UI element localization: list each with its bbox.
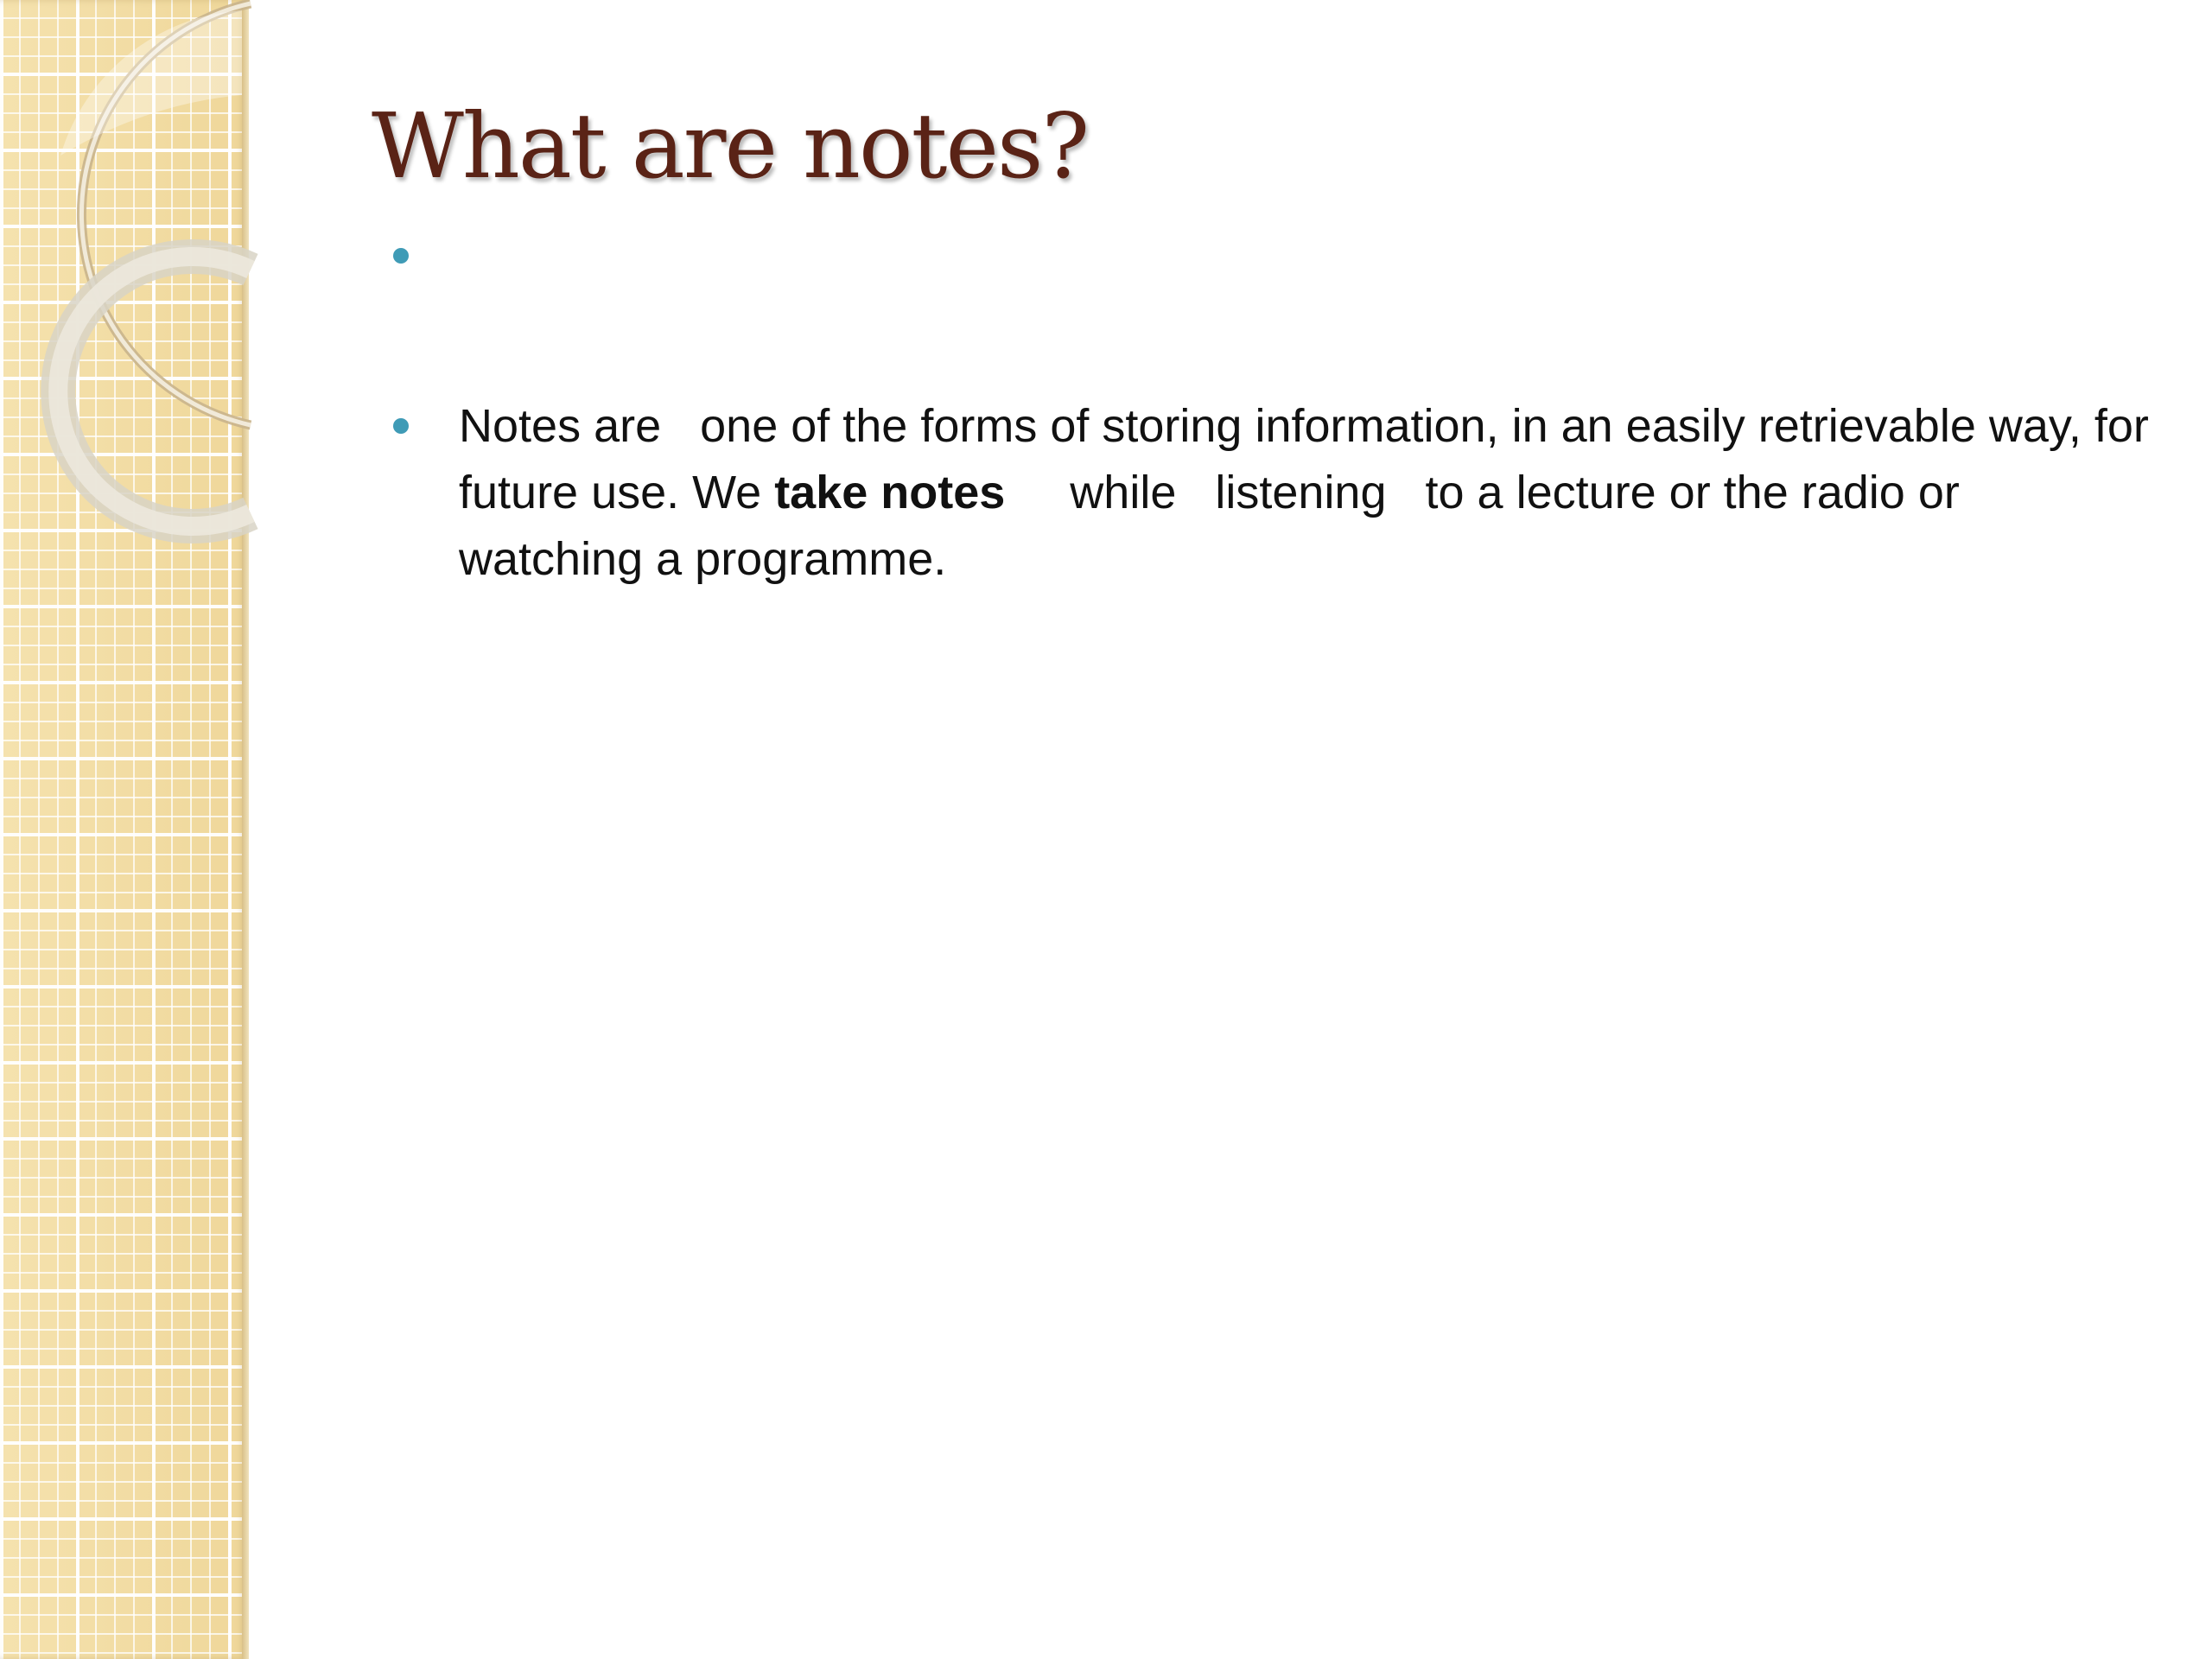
bullet-item-empty — [393, 223, 2156, 289]
decorative-rings — [0, 0, 259, 553]
bullet-text-part2: while listening to a lecture or the radio or watching a programme. — [459, 467, 1973, 585]
bullet-text — [459, 400, 2162, 585]
bullet-list — [393, 223, 2162, 593]
bullet-dot-icon — [393, 248, 409, 264]
bullet-text-bold: take notes — [774, 467, 1006, 518]
bullet-dot-icon — [393, 418, 409, 434]
slide-title: What are notes? — [372, 93, 1089, 199]
bullet-item-notes-definition — [393, 393, 2162, 593]
bullet-text-part1: Notes are one of the forms of storing information, in an easily retrievable way, for future use. We — [459, 400, 2162, 518]
